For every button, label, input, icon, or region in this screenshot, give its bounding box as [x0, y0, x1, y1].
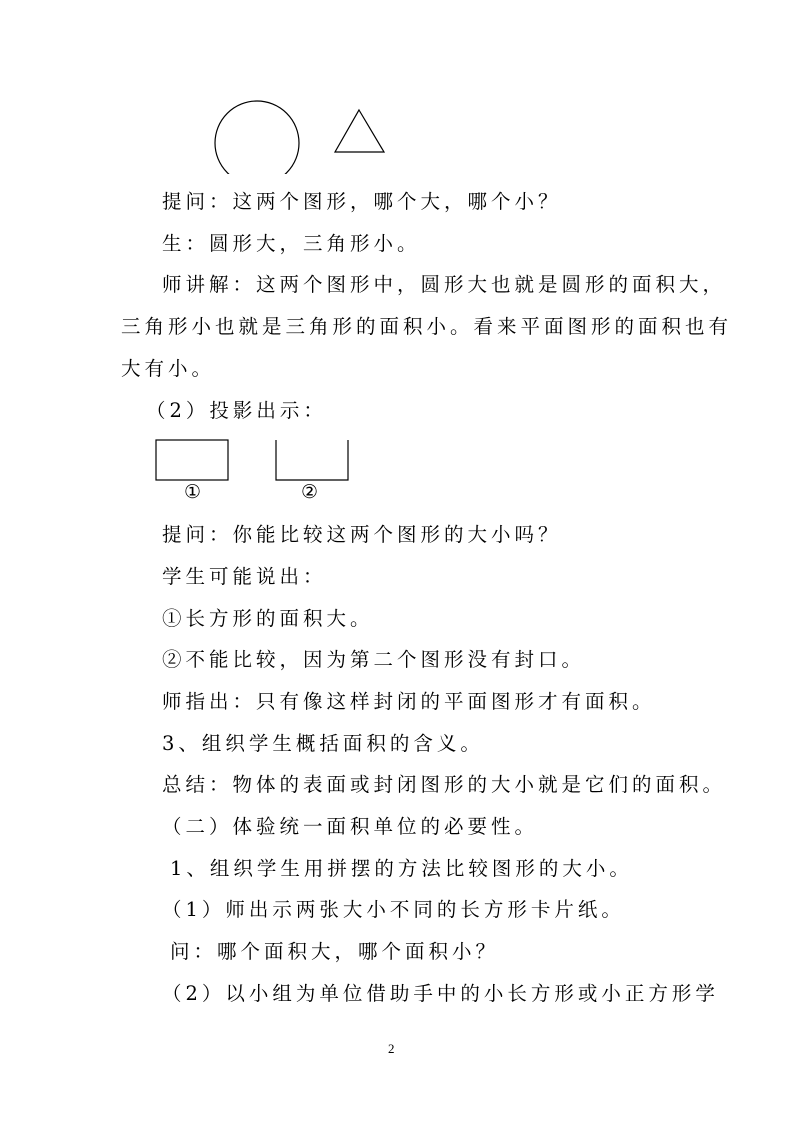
text-line-step-3: 3、组织学生概括面积的含义。 [162, 732, 484, 755]
text-line-continuation: 三角形小也就是三角形的面积小。看来平面图形的面积也有 [121, 315, 733, 338]
text-line-teacher-explain: 师讲解：这两个图形中，圆形大也就是圆形的面积大， [162, 273, 727, 296]
text-line-teacher-points: 师指出：只有像这样封闭的平面图形才有面积。 [162, 690, 656, 713]
text-line-answer-1: ①长方形的面积大。 [162, 607, 374, 630]
open-rectangle-shape [274, 438, 352, 484]
text-line-question-3: 问：哪个面积大，哪个面积小？ [170, 940, 500, 963]
closed-rectangle-shape [154, 438, 232, 484]
text-line-summary: 总结：物体的表面或封闭图形的大小就是它们的面积。 [162, 773, 727, 796]
text-line-continuation-end: 大有小。 [121, 357, 216, 380]
text-line-students-may-say: 学生可能说出： [162, 565, 327, 588]
page-number: 2 [388, 1041, 395, 1056]
text-line-section-2: （二）体验统一面积单位的必要性。 [162, 815, 539, 838]
text-line-question-2: 提问：你能比较这两个图形的大小吗？ [162, 523, 562, 546]
figure-label-1: ① [184, 481, 202, 503]
circle-shape [212, 100, 304, 174]
text-line-substep-2: （2）以小组为单位借助手中的小长方形或小正方形学 [162, 982, 719, 1005]
text-line-question-1: 提问：这两个图形，哪个大，哪个小？ [162, 190, 562, 213]
text-line-step-1: 1、组织学生用拼摆的方法比较图形的大小。 [170, 857, 633, 880]
text-line-answer-2: ②不能比较，因为第二个图形没有封口。 [162, 648, 586, 671]
text-line-projection: （2）投影出示： [146, 399, 327, 422]
figure-label-2: ② [301, 481, 319, 503]
text-line-substep-1: （1）师出示两张大小不同的长方形卡片纸。 [162, 898, 625, 921]
text-line-student-answer: 生：圆形大，三角形小。 [162, 232, 421, 255]
triangle-shape [333, 108, 387, 156]
